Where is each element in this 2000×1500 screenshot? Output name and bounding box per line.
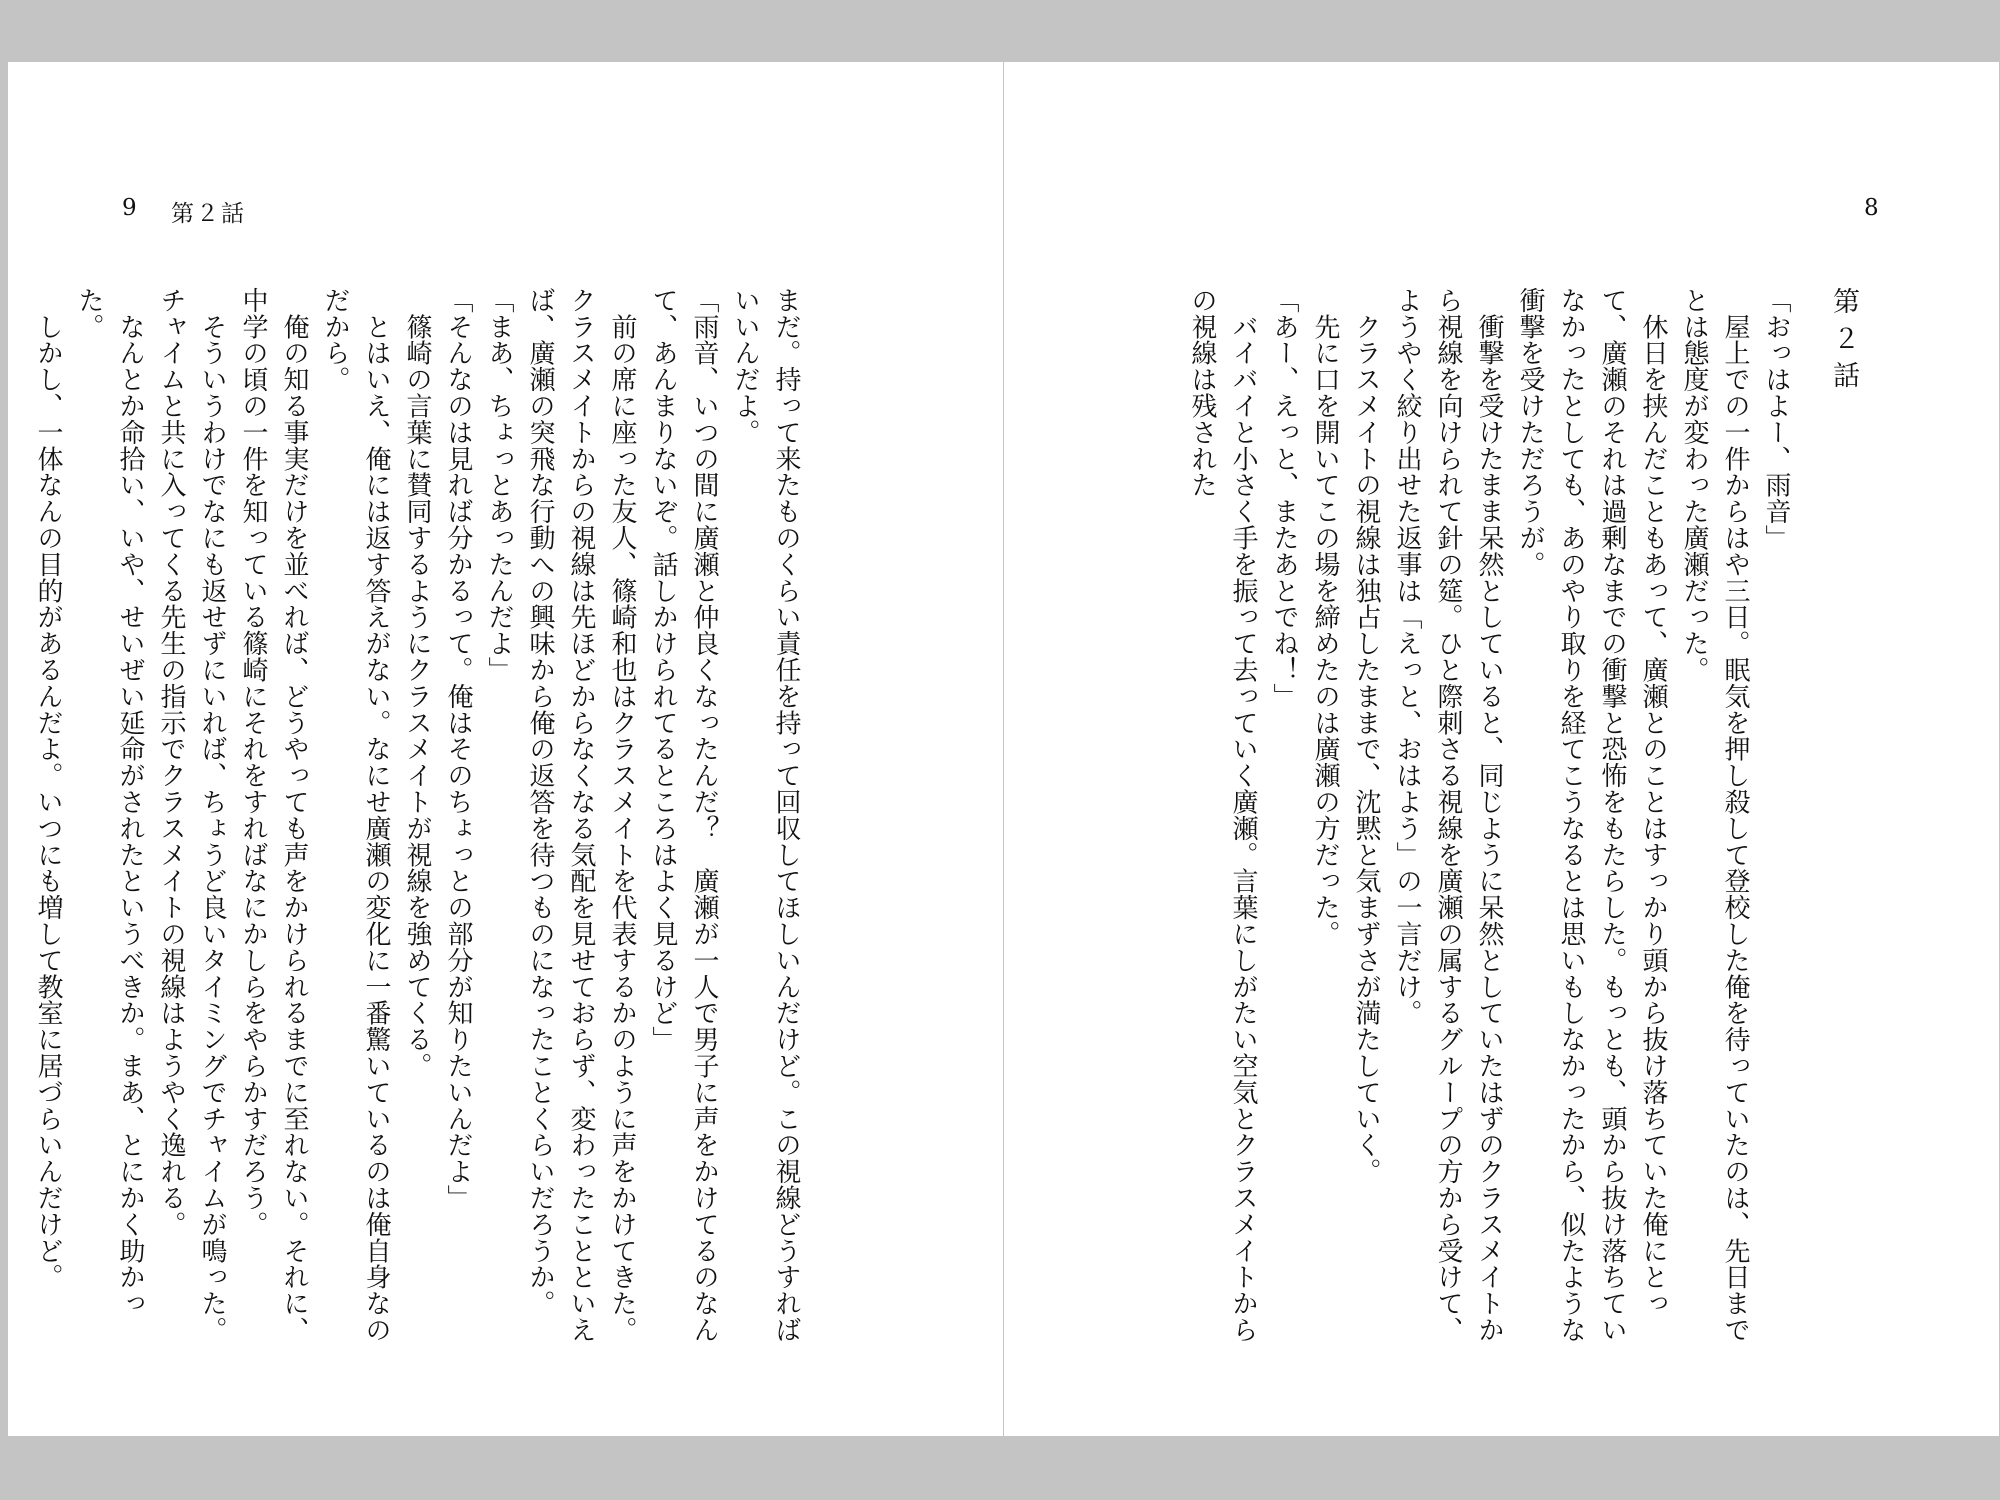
paragraph: クラスメイトの視線は独占したままで、沈黙と気まずさが満たしていく。 (1351, 287, 1381, 1185)
body-text (1187, 287, 1796, 1367)
paragraph: なんとか命拾い、いや、せいぜい延命がされたというべきか。まあ、とにかく助かった。 (74, 287, 145, 1317)
page-number: 8 (1864, 195, 1879, 221)
page-number: 9 (122, 195, 137, 221)
chapter-heading: 第２話 (1828, 287, 1859, 398)
paragraph: とはいえ、俺には返す答えがない。なにせ廣瀬の変化に一番驚いているのは俺自身なのだから。 (320, 287, 391, 1343)
running-title: 第２話 (171, 201, 246, 227)
paragraph: そういうわけでなにも返せずにいれば、ちょうど良いタイミングでチャイムが鳴った。チャイムと共に入ってくる先生の指示でクラスメイトの視線はようやく逸れる。 (156, 287, 227, 1343)
paragraph: まだ。持って来たものくらい責任を持って回収してほしいんだけど。この視線どうすればいいんだよ。 (730, 287, 801, 1343)
paragraph: 前の席に座った友人、篠崎和也はクラスメイトを代表するかのように声をかけてきた。クラスメイトからの視線は先ほどからなくなる気配を見せておらず、変わったことといえば、廣瀬の突飛な行動への興味から俺の返答を待つものになったことくらいだろうか。 (525, 287, 637, 1343)
right-page (1004, 62, 1999, 1436)
paragraph: 俺の知る事実だけを並べれば、どうやっても声をかけられるまでに至れない。それに、中学の頃の一件を知っている篠崎にそれをすればなにかしらをやらかすだろう。 (238, 287, 309, 1343)
paragraph: 休日を挟んだこともあって、廣瀬とのことはすっかり頭から抜け落ちていた俺にとって、廣瀬のそれは過剰なまでの衝撃と恐怖をもたらした。もっとも、頭から抜け落ちていなかったとしても、あのやり取りを経てこうなるとは思いもしなかったから、似たような衝撃を受けただろうが。 (1515, 287, 1668, 1343)
paragraph: 「あー、えっと、またあとでね！」 (1269, 287, 1299, 710)
paragraph: 屋上での一件からはや三日。眠気を押し殺して登校した俺を待っていたのは、先日までとは態度が変わった廣瀬だった。 (1679, 287, 1750, 1343)
body-text (33, 287, 806, 1367)
paragraph: しかし、一体なんの目的があるんだよ。いつにも増して教室に居づらいんだけど。 (33, 287, 63, 1291)
paragraph: 衝撃を受けたまま呆然としていると、同じように呆然としていたはずのクラスメイトから視線を向けられて針の筵。ひと際刺さる視線を廣瀬の属するグループの方から受けて、ようやく絞り出せた返事は「えっと、おはよう」の一言だけ。 (1392, 287, 1504, 1343)
left-page (8, 62, 1003, 1436)
paragraph: 「おっはよー、雨音」 (1761, 287, 1791, 551)
paragraph: 「そんなのは見れば分かるって。俺はそのちょっとの部分が知りたいんだよ」 (443, 287, 473, 1211)
paragraph: 「雨音、いつの間に廣瀬と仲良くなったんだ？ 廣瀬が一人で男子に声をかけてるのなんて、あんまりないぞ。話しかけられてるところはよく見るけど」 (648, 287, 719, 1343)
paragraph: 篠崎の言葉に賛同するようにクラスメイトが視線を強めてくる。 (402, 287, 432, 1079)
paragraph: 「まあ、ちょっとあったんだよ」 (484, 287, 514, 683)
paragraph: 先に口を開いてこの場を締めたのは廣瀬の方だった。 (1310, 287, 1340, 947)
paragraph: バイバイと小さく手を振って去っていく廣瀬。言葉にしがたい空気とクラスメイトからの視線は残された (1187, 287, 1258, 1343)
